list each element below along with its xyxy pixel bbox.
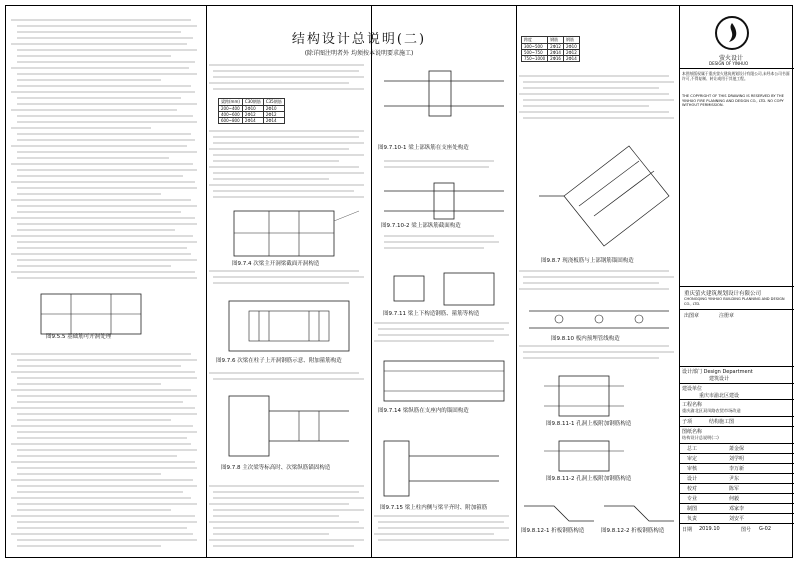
table-cell: 300~500 <box>522 44 548 50</box>
tb-divider <box>679 426 794 427</box>
table-cell: 2Φ12 <box>563 50 579 56</box>
sheet-no-label: 图号 <box>741 527 752 533</box>
table-cell: 200~400 <box>219 106 243 112</box>
tb-divider <box>679 383 794 384</box>
rebar-table-2 <box>521 36 580 62</box>
table-cell: 2Φ12 <box>548 44 564 50</box>
figures-col2 <box>209 61 369 551</box>
role-name: 刘学明 <box>729 456 745 462</box>
table-header: 跨度 <box>522 37 548 44</box>
company-full-name: 重庆萤火建筑规划设计有限公司 <box>684 291 762 297</box>
project-value: 重庆渝北区双凤路农贸市场改造 <box>682 408 741 413</box>
company-short-name: 萤火设计 <box>719 55 744 62</box>
page-subtitle: (除详图注明者外 均须按本说明要求施工) <box>304 50 414 57</box>
table-cell: 2Φ14 <box>263 118 284 124</box>
figure-caption-9-7-10-2: 图9.7.10-2 梁上部纵筋截面构造 <box>381 223 461 229</box>
figure-caption-9-8-10: 图9.8.10 板内预埋管线构造 <box>551 336 620 342</box>
tb-divider <box>679 493 794 494</box>
tb-divider <box>679 473 794 474</box>
tb-divider <box>679 286 794 287</box>
figure-caption-9-7-8: 图9.7.8 主次梁等标高时、次梁纵筋锚固构造 <box>221 465 331 471</box>
figure-caption-9-7-4: 图9.7.4 次梁主开洞梁截面开洞构造 <box>232 261 320 267</box>
role-label: 设计 <box>687 476 698 482</box>
role-name: 尹东 <box>729 476 740 482</box>
table-cell: 2Φ12 <box>263 112 284 118</box>
client-value: 重庆市渝北区建设 <box>699 393 740 399</box>
company-short-name-en: DESIGN OF YINHUO <box>709 61 749 66</box>
role-name: 刘安平 <box>729 516 745 522</box>
dept-value: 建筑设计 <box>709 376 730 382</box>
role-label: 制图 <box>687 506 698 512</box>
figure-caption-9-7-11: 图9.7.11 梁上下构造钢筋、箍筋等构造 <box>383 311 480 317</box>
tb-divider <box>679 503 794 504</box>
role-label: 审核 <box>687 466 698 472</box>
tb-divider <box>679 483 794 484</box>
role-name: 何毅 <box>729 496 740 502</box>
table-header: C35钢筋 <box>263 99 284 106</box>
figure-caption-9-8-7: 图9.8.7 现浇板筋与上部钢筋锚固构造 <box>541 258 634 264</box>
table-header: 钢筋 <box>548 37 564 44</box>
project-label: 工程名称 <box>682 402 703 408</box>
roles-grid <box>679 443 794 539</box>
copyright-notice-cn: 本图纸版权属于重庆萤火建筑规划设计有限公司,未经本公司书面许可,不得复制、转让或用于其他工程。 <box>682 71 790 81</box>
role-name: 萧金保 <box>729 446 745 452</box>
text-lines-col1 <box>11 14 201 554</box>
copyright-notice-en: THE COPYRIGHT OF THIS DRAWING IS RESERVED BY THE YINHUO FIRE PLANNING AND DESIGN CO., LTD. NO COPY WITHOUT PERMISSION. <box>682 94 784 108</box>
tb-divider <box>679 453 794 454</box>
stamp-label: 出图章 <box>684 313 700 319</box>
tb-divider <box>679 513 794 514</box>
reg-label: 注册章 <box>719 313 735 319</box>
drawing-sheet <box>5 5 793 558</box>
date-label: 日期 <box>682 527 693 533</box>
table-cell: 400~600 <box>219 112 243 118</box>
tb-divider <box>679 463 794 464</box>
table-cell: 2Φ12 <box>242 112 263 118</box>
tb-divider <box>679 416 794 417</box>
figure-caption-9-7-14: 图9.7.14 梁纵筋在支座内的锚固构造 <box>378 408 469 414</box>
role-name: 李万新 <box>729 466 745 472</box>
figure-caption-9-7-15: 图9.7.15 梁上柱内侧与梁平齐时、附加箍筋 <box>380 505 488 511</box>
date-value: 2019.10 <box>699 526 720 532</box>
table-cell: 2Φ10 <box>242 106 263 112</box>
dept-label: 设计部门 Design Department <box>682 369 753 375</box>
sub-label: 子项 <box>682 419 693 425</box>
table-cell: 2Φ14 <box>563 56 579 62</box>
company-full-name-en: CHONGQING YINHUO BUILDING PLANNING AND DESIGN CO., LTD. <box>684 297 785 306</box>
client-label: 建设单位 <box>682 386 703 392</box>
sheet-no: G-02 <box>759 526 772 532</box>
table-cell: 2Φ10 <box>263 106 284 112</box>
role-label: 负责 <box>687 516 698 522</box>
role-label: 专业 <box>687 496 698 502</box>
table-cell: 600~800 <box>219 118 243 124</box>
rebar-table-1 <box>218 98 285 124</box>
role-name: 陈军 <box>729 486 740 492</box>
figure-caption-9-8-12-1: 图9.8.12-1 折板钢筋构造 <box>521 528 585 534</box>
table-cell: 2Φ14 <box>548 50 564 56</box>
table-header: 梁跨(mm) <box>219 99 243 106</box>
table-cell: 750~1000 <box>522 56 548 62</box>
sheet-value: 结构设计总说明(二) <box>682 435 719 440</box>
role-label: 校对 <box>687 486 698 492</box>
figures-col3 <box>374 61 514 551</box>
figure-caption-9-5-5: 图9.5.5 基础筋可开洞处理 <box>46 334 112 340</box>
role-label: 总工 <box>687 446 698 452</box>
title-block <box>679 6 794 559</box>
figure-caption-9-7-10-1: 图9.7.10-1 梁上部纵筋在支座处构造 <box>378 145 469 151</box>
table-cell: 2Φ16 <box>548 56 564 62</box>
table-cell: 500~750 <box>522 50 548 56</box>
company-logo <box>715 16 749 50</box>
sheet-label: 图纸名称 <box>682 429 703 435</box>
role-name: 邓家李 <box>729 506 745 512</box>
tb-divider <box>679 309 794 310</box>
figure-caption-9-8-11-2: 图9.8.11-2 孔洞上板附加钢筋构造 <box>546 476 632 482</box>
tb-divider <box>679 68 794 69</box>
tb-divider <box>679 523 794 524</box>
table-header: 钢筋 <box>563 37 579 44</box>
figure-caption-9-8-12-2: 图9.8.12-2 折板钢筋构造 <box>601 528 665 534</box>
role-label: 审定 <box>687 456 698 462</box>
flame-icon <box>717 18 747 48</box>
figure-caption-9-7-6: 图9.7.6 次梁在柱子上开洞钢筋示意、附加箍筋构造 <box>216 358 342 364</box>
table-cell: 2Φ14 <box>242 118 263 124</box>
table-header: C30钢筋 <box>242 99 263 106</box>
tb-divider <box>679 399 794 400</box>
page-title: 结构设计总说明(二) <box>291 32 427 47</box>
figure-caption-9-8-11-1: 图9.8.11-1 孔洞上板附加钢筋构造 <box>546 421 632 427</box>
sub-value: 结构施工图 <box>709 419 735 425</box>
table-cell: 2Φ10 <box>563 44 579 50</box>
tb-divider <box>679 366 794 367</box>
